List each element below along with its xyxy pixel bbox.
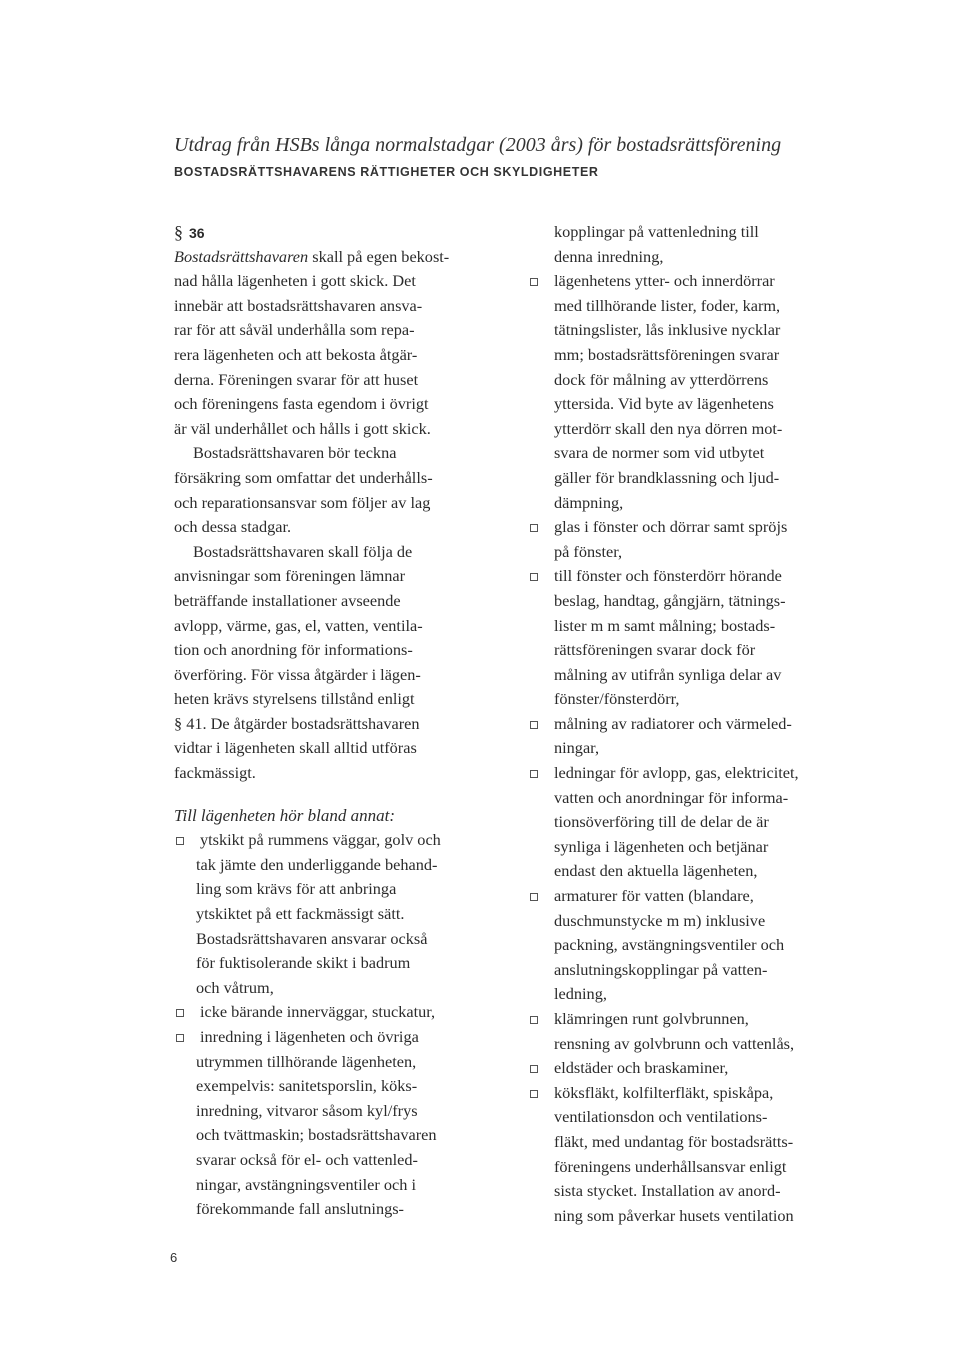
list-item-continuation: ningar, avstängningsventiler och i (196, 1174, 416, 1194)
list-item-continuation: yttersida. Vid byte av lägenhetens (554, 394, 774, 414)
list-item-continuation: anslutningskopplingar på vatten- (554, 959, 768, 979)
right-continuation (528, 220, 828, 269)
list-item-first-line (528, 1081, 828, 1106)
paragraph-2 (174, 441, 484, 539)
list-item-text: till fönster och fönsterdörr hörande (554, 566, 782, 586)
list-item-continuation: målning av utifrån synliga delar av (554, 664, 782, 684)
list-item-continuation: tak jämte den underliggande behand- (196, 854, 438, 874)
list-item-continuation: ledning, (554, 984, 607, 1004)
list-item-continuation: dämpning, (554, 492, 624, 512)
paragraph-3 (174, 540, 484, 786)
intro-word: Bostadsrättshavaren (174, 246, 309, 266)
checkbox-bullet-icon (530, 1065, 538, 1073)
list-subheading: Till lägenheten hör bland annat: (174, 805, 395, 825)
checkbox-bullet-icon (176, 1009, 184, 1017)
checkbox-bullet-icon (530, 721, 538, 729)
list-item-continuation: fläkt, med undantag för bostadsrätts- (554, 1131, 794, 1151)
checkbox-bullet-icon (530, 573, 538, 581)
page-number: 6 (170, 1250, 178, 1265)
text-line: § 41. De åtgärder bostadsrättshavaren (174, 713, 420, 733)
section-symbol: § (174, 222, 183, 242)
text-line: fackmässigt. (174, 763, 256, 783)
list-item-continuation: exempelvis: sanitetsporslin, köks- (196, 1076, 418, 1096)
list-item-continuation: synliga i lägenheten och betjänar (554, 836, 769, 856)
list-item-continuation: ytterdörr skall den nya dörren mot- (554, 418, 783, 438)
checkbox-bullet-icon (530, 1090, 538, 1098)
list-item-continuation: ning som påverkar husets ventilation (554, 1205, 794, 1225)
checkbox-bullet-icon (530, 770, 538, 778)
list-item-continuation: utrymmen tillhörande lägenheten, (196, 1051, 417, 1071)
list-item-continuation: ventilationsdon och ventilations- (554, 1107, 768, 1127)
list-item-first-line (528, 269, 828, 294)
text-line: rar för att såväl underhålla som repa- (174, 320, 415, 340)
text-line: vidtar i lägenheten skall alltid utföras (174, 738, 417, 758)
list-item-text: målning av radiatorer och värmeled- (554, 713, 792, 733)
list-item-continuation: med tillhörande lister, foder, karm, (554, 295, 781, 315)
text-line: derna. Föreningen svarar för att huset (174, 369, 419, 389)
list-item-continuation: ytskiktet på ett fackmässigt sätt. (196, 904, 405, 924)
list-item-text: klämringen runt golvbrunnen, (554, 1009, 749, 1028)
list-item-continuation: och tvättmaskin; bostadsrättshavaren (196, 1125, 437, 1145)
text-line: tion och anordning för informations- (174, 640, 413, 660)
list-item-first-line (174, 828, 484, 853)
text-line: nad hålla lägenheten i gott skick. Det (174, 271, 416, 291)
list-item (528, 884, 828, 1007)
list-item-text: icke bärande innerväggar, stuckatur, (200, 1002, 436, 1022)
section-heading (174, 220, 484, 245)
checkbox-bullet-icon (530, 1016, 538, 1024)
list-item-continuation: endast den aktuella lägenheten, (554, 861, 758, 881)
list-item-continuation: rensning av golvbrunn och vattenlås, (554, 1033, 795, 1053)
page-title: Utdrag från HSBs långa normalstadgar (2003 års) för bostadsrättsförening (174, 134, 782, 156)
checkbox-bullet-icon (176, 837, 184, 845)
text-line: och föreningens fasta egendom i övrigt (174, 394, 429, 414)
list-item-continuation: rättsföreningen svarar dock för (554, 640, 756, 660)
list-item-continuation: lister m m samt målning; bostads- (554, 615, 776, 635)
list-item-first-line (528, 712, 828, 737)
list-item-continuation: tätningslister, lås inklusive nycklar (554, 320, 781, 340)
list-item-continuation: svarar också för el- och vattenled- (196, 1149, 418, 1169)
list-item-continuation: vatten och anordningar för informa- (554, 787, 789, 807)
list-item-continuation: på fönster, (554, 541, 623, 561)
list-item-continuation: för fuktisolerande skikt i badrum (196, 953, 411, 973)
list-item-first-line (174, 1025, 484, 1050)
list-item (528, 564, 828, 712)
list-item (528, 1007, 828, 1056)
list-item-continuation: beslag, handtag, gångjärn, tätnings- (554, 590, 786, 610)
list-item-first-line (528, 884, 828, 909)
list-item-continuation: duschmunstycke m m) inklusive (554, 910, 766, 930)
text-line: avlopp, värme, gas, el, vatten, ventila- (174, 615, 423, 635)
list-item (528, 1056, 828, 1081)
list-item-continuation: tionsöverföring till de delar de är (554, 812, 769, 832)
list-item-continuation: dock för målning av ytterdörrens (554, 369, 769, 389)
list-item-first-line (174, 1000, 484, 1025)
list-item-continuation: förekommande fall anslutnings- (196, 1199, 404, 1219)
list-item (174, 828, 484, 1000)
right-column (528, 220, 828, 1228)
text-line: kopplingar på vattenledning till (554, 222, 759, 241)
list-item-first-line (528, 1056, 828, 1081)
list-item-continuation: sista stycket. Installation av anord- (554, 1181, 781, 1201)
list-item-continuation: föreningens underhållsansvar enligt (554, 1156, 787, 1176)
text-line: heten krävs styrelsens tillstånd enligt (174, 689, 415, 709)
list-item (528, 1081, 828, 1229)
list-item (528, 712, 828, 761)
paragraph-1 (174, 269, 484, 441)
list-item-first-line (528, 564, 828, 589)
list-item-first-line (528, 515, 828, 540)
text-line: anvisningar som föreningen lämnar (174, 566, 406, 586)
list-item-continuation: svara de normer som vid utbytet (554, 443, 765, 463)
intro-rest: skall på egen bekost- (308, 246, 450, 266)
list-item-text: köksfläkt, kolfilterfläkt, spiskåpa, (554, 1082, 774, 1102)
list-item-text: ledningar för avlopp, gas, elektricitet, (554, 763, 799, 783)
checkbox-bullet-icon (530, 893, 538, 901)
list-item-first-line (528, 761, 828, 786)
list-item-continuation: Bostadsrättshavaren ansvarar också (196, 928, 428, 948)
list-item-text: lägenhetens ytter- och innerdörrar (554, 271, 775, 291)
list-item (528, 761, 828, 884)
list-item-first-line (528, 1007, 828, 1032)
text-line: och reparationsansvar som följer av lag (174, 492, 431, 512)
right-item-list (528, 269, 828, 1228)
list-item-continuation: fönster/fönsterdörr, (554, 689, 680, 709)
text-line: Bostadsrättshavaren skall följa de (193, 541, 413, 561)
list-item-text: eldstäder och braskaminer, (554, 1058, 729, 1078)
list-item-continuation: mm; bostadsrättsföreningen svarar (554, 344, 780, 364)
checkbox-bullet-icon (530, 524, 538, 532)
text-line: överföring. För vissa åtgärder i lägen- (174, 664, 421, 684)
list-item-text: armaturer för vatten (blandare, (554, 886, 754, 906)
list-item-text: ytskikt på rummens väggar, golv och (200, 830, 441, 850)
text-line: och dessa stadgar. (174, 517, 292, 537)
list-item-continuation: och våtrum, (196, 977, 274, 997)
list-item (528, 515, 828, 564)
list-item-text: glas i fönster och dörrar samt spröjs (554, 517, 788, 537)
page-subtitle: BOSTADSRÄTTSHAVARENS RÄTTIGHETER OCH SKYLDIGHETER (174, 165, 599, 179)
list-item-continuation: ningar, (554, 738, 600, 758)
section-number: 36 (189, 225, 205, 241)
list-item-text: inredning i lägenheten och övriga (200, 1027, 419, 1046)
list-item (174, 1025, 484, 1222)
text-line: denna inredning, (554, 246, 664, 266)
list-item-continuation: gäller för brandklassning och ljud- (554, 467, 780, 487)
checkbox-bullet-icon (176, 1034, 184, 1042)
left-column (174, 220, 484, 1222)
text-line: är väl underhållet och hålls i gott skick. (174, 418, 431, 438)
text-line: rera lägenheten och att bekosta åtgär- (174, 344, 418, 364)
list-item (528, 269, 828, 515)
list-item-continuation: ling som krävs för att anbringa (196, 879, 397, 899)
checkbox-bullet-icon (530, 278, 538, 286)
text-line: Bostadsrättshavaren bör teckna (193, 443, 397, 463)
intro-line (174, 245, 484, 270)
list-item-continuation: packning, avstängningsventiler och (554, 935, 785, 955)
left-item-list (174, 828, 484, 1222)
text-line: innebär att bostadsrättshavaren ansva- (174, 295, 423, 315)
list-item-continuation: inredning, vitvaror såsom kyl/frys (196, 1100, 418, 1120)
text-line: beträffande installationer avseende (174, 590, 401, 610)
text-line: försäkring som omfattar det underhålls- (174, 467, 433, 487)
list-item (174, 1000, 484, 1025)
